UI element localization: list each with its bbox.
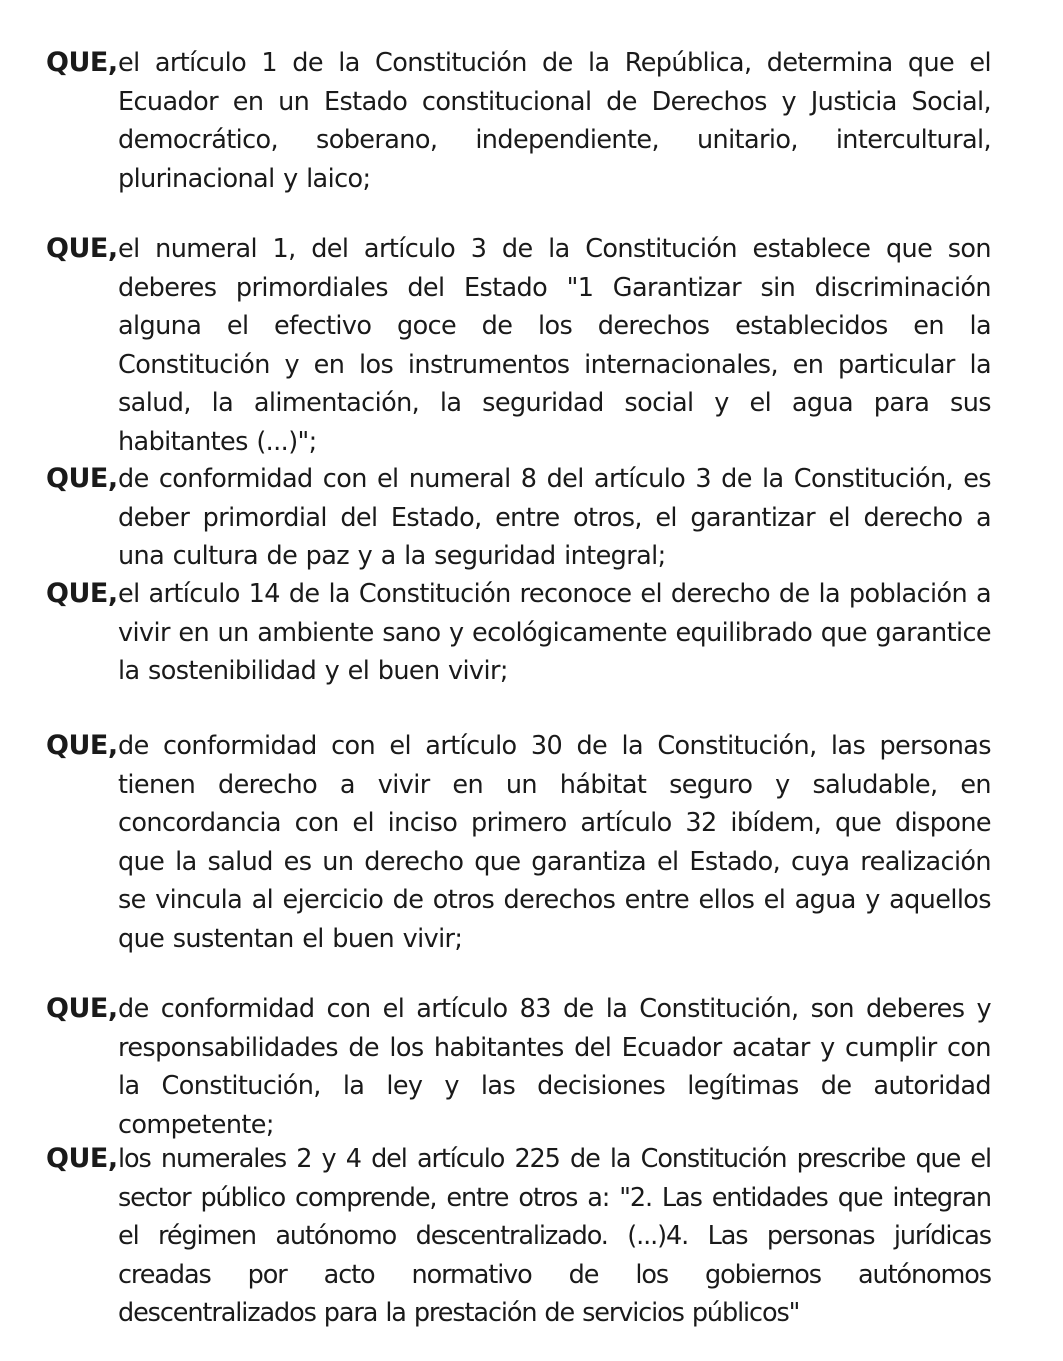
clause-label: QUE,: [46, 730, 118, 761]
clause-text: los numerales 2 y 4 del artículo 225 de la Constitución prescribe que el sector público comprende, entre otros a: "2. Las entidades que integran el régimen autónomo descentralizado. (...)4. Las personas jurídicas creadas por acto normativo de los gobiernos autónomos descentralizados para la prestación de servicios públicos": [118, 1144, 991, 1328]
clause-7: [46, 1140, 991, 1333]
clause-label: QUE,: [46, 1143, 118, 1174]
clause-text: el artículo 14 de la Constitución reconoce el derecho de la población a vivir en un ambiente sano y ecológicamente equilibrado que garantice la sostenibilidad y el buen vivir;: [118, 579, 991, 686]
clause-2: [46, 230, 991, 461]
clause-6: [46, 990, 991, 1144]
clause-text: de conformidad con el artículo 83 de la Constitución, son deberes y responsabilidades de los habitantes del Ecuador acatar y cumplir con la Constitución, la ley y las decisiones legítimas de autoridad competente;: [118, 994, 991, 1140]
clause-label: QUE,: [46, 993, 118, 1024]
clause-5: [46, 727, 991, 958]
clause-text: de conformidad con el numeral 8 del artículo 3 de la Constitución, es deber primordial del Estado, entre otros, el garantizar el derecho a una cultura de paz y a la seguridad integral;: [118, 464, 991, 571]
clause-4: [46, 575, 991, 691]
clause-label: QUE,: [46, 463, 118, 494]
clause-label: QUE,: [46, 578, 118, 609]
clause-text: de conformidad con el artículo 30 de la Constitución, las personas tienen derecho a vivir en un hábitat seguro y saludable, en concordancia con el inciso primero artículo 32 ibídem, que dispone que la salud es un derecho que garantiza el Estado, cuya realización se vincula al ejercicio de otros derechos entre ellos el agua y aquellos que sustentan el buen vivir;: [118, 731, 991, 954]
clause-3: [46, 460, 991, 576]
clause-label: QUE,: [46, 47, 118, 78]
clause-text: el numeral 1, del artículo 3 de la Constitución establece que son deberes primordiales del Estado "1 Garantizar sin discriminación alguna el efectivo goce de los derechos establecidos en la Constitución y en los instrumentos internacionales, en particular la salud, la alimentación, la seguridad social y el agua para sus habitantes (...)";: [118, 234, 991, 457]
clause-text: el artículo 1 de la Constitución de la República, determina que el Ecuador en un Estado constitucional de Derechos y Justicia Social, democrático, soberano, independiente, unitario, intercultural, plurinacional y laico;: [118, 48, 991, 194]
clause-1: [46, 44, 991, 198]
clause-label: QUE,: [46, 233, 118, 264]
